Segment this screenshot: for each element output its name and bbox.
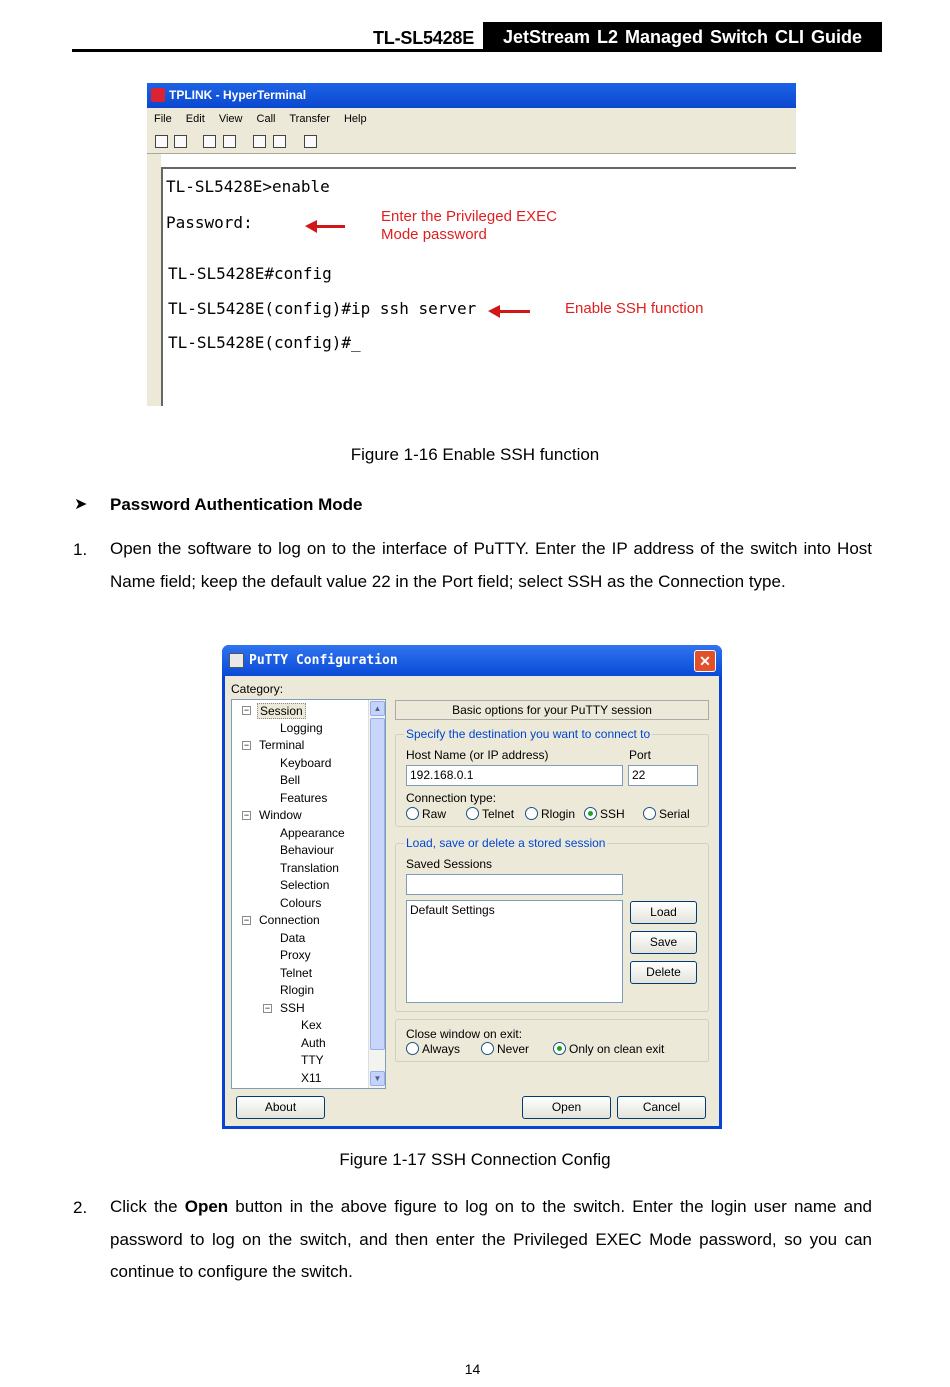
tree-item-auth[interactable]: Auth [301, 1036, 326, 1050]
destination-group [395, 727, 709, 827]
connection-type-label: Connection type: [406, 791, 497, 805]
tree-item-features[interactable]: Features [280, 791, 328, 805]
annotation-ssh: Enable SSH function [565, 300, 704, 317]
tree-item-connection[interactable]: Connection [259, 913, 320, 927]
close-exit-label: Close window on exit: [406, 1027, 523, 1041]
hyperterminal-title: TPLINK - HyperTerminal [169, 88, 307, 102]
terminal-line: TL-SL5428E#config [168, 264, 332, 283]
putty-window [222, 645, 722, 1129]
collapse-icon[interactable]: − [243, 740, 250, 750]
about-button[interactable]: About [236, 1096, 325, 1119]
sessions-group [395, 836, 709, 1012]
tree-item-window[interactable]: Window [259, 808, 302, 822]
radio-ssh[interactable]: SSH [584, 807, 625, 821]
session-header: Basic options for your PuTTY session [395, 700, 709, 720]
delete-button[interactable]: Delete [630, 961, 697, 984]
hyperterminal-window [147, 83, 796, 406]
terminal-line: TL-SL5428E(config)#_ [168, 333, 361, 352]
section-heading: Password Authentication Mode [110, 495, 363, 514]
step-number: 1. [73, 540, 88, 559]
header-rule [72, 49, 882, 52]
terminal-line: TL-SL5428E(config)#ip ssh server [168, 299, 477, 318]
cancel-button[interactable]: Cancel [617, 1096, 706, 1119]
header-model: TL-SL5428E [373, 28, 475, 48]
tree-item-colours[interactable]: Colours [280, 896, 322, 910]
category-label: Category: [231, 682, 284, 696]
step-number: 2. [73, 1198, 88, 1217]
open-emphasis: Open [184, 1197, 229, 1216]
saved-sessions-input[interactable] [406, 874, 623, 895]
close-exit-group [395, 1019, 709, 1062]
disconnect-icon[interactable] [223, 135, 236, 148]
hyperterminal-menubar [147, 108, 796, 130]
tree-item-session[interactable]: Session [257, 703, 306, 719]
open-folder-icon[interactable] [174, 135, 187, 148]
tree-item-telnet[interactable]: Telnet [280, 966, 313, 980]
putty-titlebar [222, 645, 722, 676]
tree-scrollbar[interactable] [368, 700, 385, 1088]
putty-title: PuTTY Configuration [249, 653, 398, 668]
radio-always[interactable]: Always [406, 1042, 460, 1056]
radio-raw[interactable]: Raw [406, 807, 446, 821]
figure-caption: Figure 1-17 SSH Connection Config [339, 1150, 611, 1169]
collapse-icon[interactable]: − [264, 1003, 271, 1013]
tree-item-keyboard[interactable]: Keyboard [280, 756, 332, 770]
tree-item-data[interactable]: Data [280, 931, 306, 945]
annotation-password-line2: Mode password [381, 226, 487, 243]
terminal-line: TL-SL5428E>enable [166, 177, 330, 196]
tree-item-translation[interactable]: Translation [280, 861, 339, 875]
radio-icon [525, 807, 538, 820]
new-file-icon[interactable] [155, 135, 168, 148]
hyperterminal-app-icon [151, 88, 165, 102]
host-input[interactable]: 192.168.0.1 [406, 765, 623, 786]
hyperterminal-titlebar [147, 83, 796, 108]
collapse-icon[interactable]: − [243, 915, 250, 925]
destination-group-title: Specify the destination you want to connect to [406, 727, 651, 741]
close-icon[interactable]: ✕ [694, 650, 716, 672]
save-button[interactable]: Save [630, 931, 697, 954]
arrow-left-icon [315, 225, 345, 228]
tree-item-ssh[interactable]: SSH [280, 1001, 305, 1015]
menu-call[interactable]: Call [256, 113, 276, 125]
category-tree[interactable] [231, 699, 386, 1089]
arrow-bullet-icon: ➤ [74, 496, 88, 513]
tree-item-proxy[interactable]: Proxy [280, 948, 311, 962]
sessions-group-title: Load, save or delete a stored session [406, 836, 606, 850]
tree-item-rlogin[interactable]: Rlogin [280, 983, 315, 997]
radio-selected-icon [553, 1042, 566, 1055]
chevron-up-icon[interactable]: ▲ [370, 701, 385, 716]
radio-only-clean-exit[interactable]: Only on clean exit [553, 1042, 664, 1056]
tree-item-bell[interactable]: Bell [280, 773, 301, 787]
radio-selected-icon [584, 807, 597, 820]
figure-caption: Figure 1-16 Enable SSH function [350, 445, 600, 464]
annotation-password-line1: Enter the Privileged EXEC [381, 208, 557, 225]
list-item[interactable]: Default Settings [410, 903, 495, 917]
sessions-list[interactable] [406, 900, 623, 1003]
scrollbar-thumb[interactable] [370, 718, 385, 1050]
arrow-left-icon [498, 310, 530, 313]
load-button[interactable]: Load [630, 901, 697, 924]
page-number: 14 [464, 1361, 481, 1377]
putty-body [225, 676, 719, 1126]
open-button[interactable]: Open [522, 1096, 611, 1119]
menu-file[interactable]: File [154, 113, 172, 125]
collapse-icon[interactable]: − [243, 810, 250, 820]
port-label: Port [629, 748, 652, 762]
menu-view[interactable]: View [218, 113, 243, 125]
radio-never[interactable]: Never [481, 1042, 529, 1056]
port-input[interactable]: 22 [628, 765, 698, 786]
radio-icon [466, 807, 479, 820]
saved-sessions-label: Saved Sessions [406, 857, 493, 871]
phone-icon[interactable] [203, 135, 216, 148]
tree-item-x11[interactable]: X11 [301, 1071, 322, 1085]
menu-edit[interactable]: Edit [185, 113, 205, 125]
tree-item-terminal[interactable]: Terminal [259, 738, 305, 752]
header-title: JetStream L2 Managed Switch CLI Guide [483, 22, 882, 52]
tree-item-behaviour[interactable]: Behaviour [280, 843, 335, 857]
radio-icon [481, 1042, 494, 1055]
tree-item-logging[interactable]: Logging [280, 721, 323, 735]
send-icon[interactable] [253, 135, 266, 148]
radio-icon [406, 1042, 419, 1055]
terminal-screen[interactable] [161, 167, 796, 406]
radio-icon [643, 807, 656, 820]
tree-item-tty[interactable]: TTY [301, 1053, 324, 1067]
radio-serial[interactable]: Serial [643, 807, 690, 821]
chevron-down-icon[interactable]: ▼ [370, 1071, 385, 1086]
host-label: Host Name (or IP address) [406, 748, 549, 762]
radio-telnet[interactable]: Telnet [466, 807, 514, 821]
radio-rlogin[interactable]: Rlogin [525, 807, 575, 821]
collapse-icon[interactable]: − [243, 705, 250, 715]
receive-icon[interactable] [273, 135, 286, 148]
tree-item-appearance[interactable]: Appearance [280, 826, 345, 840]
properties-icon[interactable] [304, 135, 317, 148]
terminal-line: Password: [166, 213, 253, 232]
menu-help[interactable]: Help [343, 113, 367, 125]
menu-transfer[interactable]: Transfer [289, 113, 330, 125]
step-text: Click the Open button in the above figure to log on to the switch. Enter the login user name and password to log on the switch, and then enter the Privileged EXEC Mode password, so you can continue to configure the switch. [110, 1197, 872, 1281]
radio-icon [406, 807, 419, 820]
putty-app-icon [229, 653, 244, 668]
tree-item-selection[interactable]: Selection [280, 878, 330, 892]
step-text: Open the software to log on to the interface of PuTTY. Enter the IP address of the switch into Host Name field; keep the default value 22 in the Port field; select SSH as the Connection type. [110, 539, 872, 591]
tree-item-kex[interactable]: Kex [301, 1018, 322, 1032]
hyperterminal-toolbar [147, 130, 796, 154]
